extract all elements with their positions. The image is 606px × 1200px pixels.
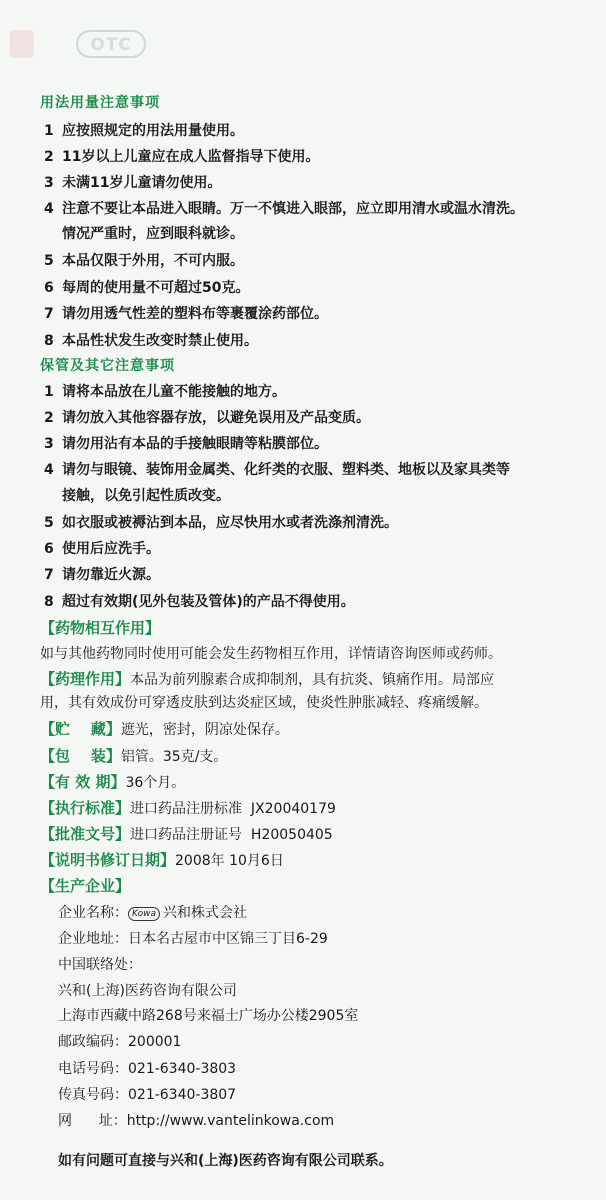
usage-item: 1 应按照规定的用法用量使用。 [44, 123, 244, 139]
standard-field [40, 797, 336, 818]
standard-value: 进口药品注册标准 JX20040179 [130, 801, 336, 817]
phone-label: 电话号码： [58, 1061, 128, 1077]
usage-item: 4 注意不要让本品进入眼睛。万一不慎进入眼部，应立即用清水或温水清洗。 [44, 201, 524, 217]
fax-row [58, 1084, 236, 1104]
company-name: 兴和株式会社 [163, 905, 247, 921]
storage-note-item: 4 请勿与眼镜、装饰用金属类、化纤类的衣服、塑料类、地板以及家具类等 [44, 462, 510, 478]
package-heading: 【包 装】 [40, 747, 121, 765]
fax-number: 021-6340-3807 [128, 1087, 237, 1103]
package-value: 铝管。35克/支。 [120, 749, 228, 765]
company-address: 日本名古屋市中区锦三丁目6-29 [128, 931, 328, 947]
usage-item: 6 每周的使用量不可超过50克。 [44, 280, 250, 296]
validity-heading: 【有 效 期】 [40, 773, 126, 791]
interaction-heading-line [40, 617, 160, 638]
revision-value: 2008年 10月6日 [175, 853, 284, 869]
manufacturer-heading-line [40, 875, 130, 896]
phone-number: 021-6340-3803 [128, 1061, 237, 1077]
postcode-label: 邮政编码： [58, 1034, 128, 1050]
approval-value: 进口药品注册证号 H20050405 [130, 827, 333, 843]
storage-note-item: 1 请将本品放在儿童不能接触的地方。 [44, 384, 286, 400]
revision-field [40, 849, 284, 870]
usage-item: 5 本品仅限于外用，不可内服。 [44, 253, 244, 269]
usage-item: 7 请勿用透气性差的塑料布等裹覆涂药部位。 [44, 306, 328, 322]
pharmacology-line-1: 【药理作用】本品为前列腺素合成抑制剂，具有抗炎、镇痛作用。局部应 [40, 670, 495, 688]
interaction-text: 如与其他药物同时使用可能会发生药物相互作用，详情请咨询医师或药师。 [40, 646, 502, 662]
website-label: 网 址： [58, 1113, 127, 1129]
interaction-heading: 【药物相互作用】 [40, 619, 161, 637]
standard-heading: 【执行标准】 [40, 799, 131, 817]
usage-item: 3 未满11岁儿童请勿使用。 [44, 175, 222, 191]
footer-contact-note: 如有问题可直接与兴和(上海)医药咨询有限公司联系。 [58, 1153, 393, 1169]
manufacturer-heading: 【生产企业】 [40, 877, 131, 895]
storage-heading: 【贮 藏】 [40, 720, 121, 738]
storage-value: 遮光，密封，阴凉处保存。 [120, 722, 289, 738]
pharmacology-heading: 【药理作用】 [40, 670, 131, 688]
pharmacology-line-2: 用，其有效成份可穿透皮肤到达炎症区域，使炎性肿胀减轻、疼痛缓解。 [40, 695, 488, 711]
website-row [58, 1110, 334, 1130]
storage-note-item: 5 如衣服或被褥沾到本品，应尽快用水或者洗涤剂清洗。 [44, 515, 398, 531]
storage-note-item: 2 请勿放入其他容器存放，以避免误用及产品变质。 [44, 410, 370, 426]
contact-address: 上海市西藏中路268号来福士广场办公楼2905室 [58, 1008, 359, 1024]
kowa-logo: Kowa [128, 907, 160, 921]
usage-item: 2 11岁以上儿童应在成人监督指导下使用。 [44, 149, 320, 165]
corner-seal-mark [10, 30, 34, 58]
validity-field [40, 771, 185, 792]
company-name-label: 企业名称： [58, 905, 128, 921]
postcode-row [58, 1031, 181, 1051]
storage-notes-title: 保管及其它注意事项 [40, 358, 175, 374]
storage-note-item: 3 请勿用沾有本品的手接触眼睛等粘膜部位。 [44, 436, 328, 452]
storage-field [40, 718, 289, 739]
storage-note-item: 6 使用后应洗手。 [44, 541, 160, 557]
phone-row [58, 1058, 236, 1078]
approval-field [40, 823, 333, 844]
usage-section-title: 用法用量注意事项 [40, 95, 160, 111]
otc-logo: OTC [76, 30, 146, 58]
company-address-label: 企业地址： [58, 931, 128, 947]
fax-label: 传真号码： [58, 1087, 128, 1103]
usage-item-continuation: 情况严重时，应到眼科就诊。 [62, 226, 244, 242]
company-address-row [58, 928, 328, 948]
storage-note-item: 7 请勿靠近火源。 [44, 567, 160, 583]
validity-value: 36个月。 [125, 775, 186, 791]
revision-heading: 【说明书修订日期】 [40, 851, 176, 869]
approval-heading: 【批准文号】 [40, 825, 131, 843]
contact-company: 兴和(上海)医药咨询有限公司 [58, 983, 237, 999]
company-name-row [58, 902, 247, 922]
storage-note-continuation: 接触，以免引起性质改变。 [62, 488, 230, 504]
package-field [40, 745, 227, 766]
usage-item: 8 本品性状发生改变时禁止使用。 [44, 333, 258, 349]
website-link: http://www.vantelinkowa.com [126, 1113, 335, 1129]
postcode: 200001 [128, 1034, 182, 1050]
contact-title: 中国联络处： [58, 957, 142, 973]
storage-note-item: 8 超过有效期(见外包装及管体)的产品不得使用。 [44, 594, 355, 610]
